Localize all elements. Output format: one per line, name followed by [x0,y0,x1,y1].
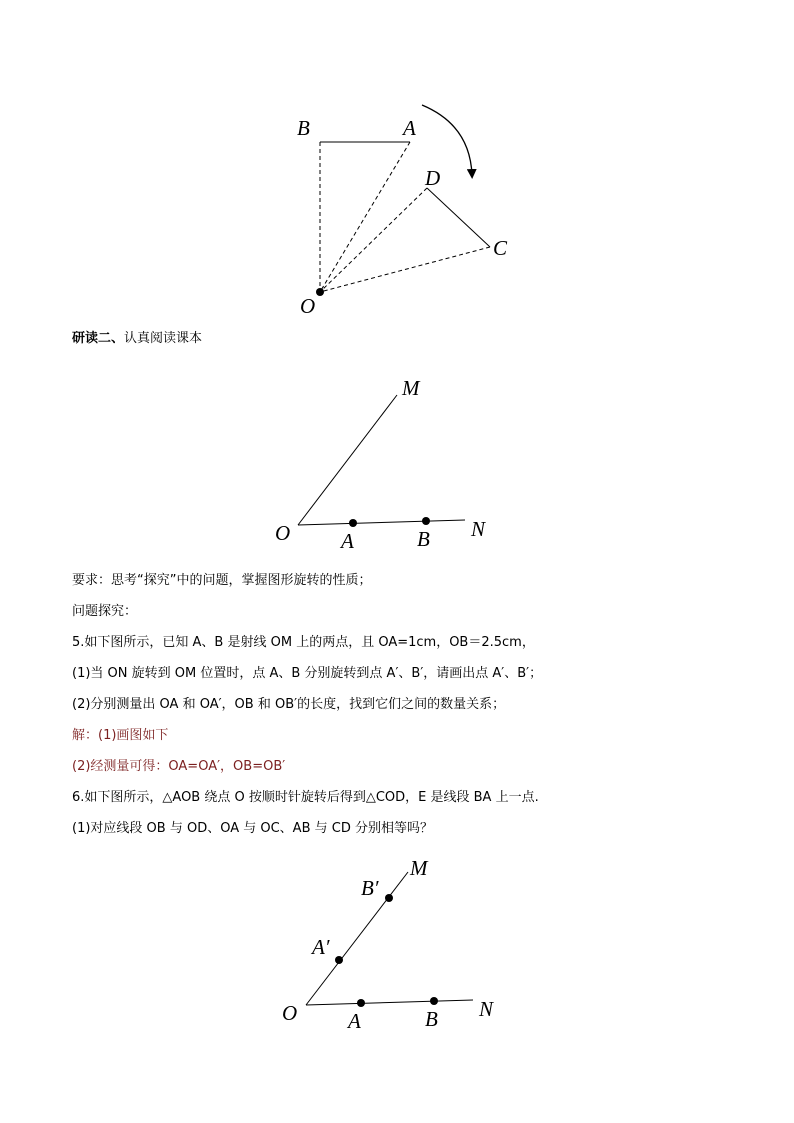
inquiry-label: 问题探究： [72,604,138,619]
point-a-dot [357,999,365,1007]
label-a-prime: A′ [312,935,330,959]
point-b-prime-dot [385,894,393,902]
ray-on [298,520,465,525]
section-heading-rest: 认真阅读课本 [124,331,203,346]
label-a: A [341,529,354,553]
segment-dc [427,188,490,247]
label-o: O [282,1001,298,1025]
section-heading [72,330,202,348]
segment-oc-dashed [320,247,490,292]
question-5: 5.如下图所示，已知 A、B 是射线 OM 上的两点，且 OA=1cm，OB＝2.5cm， [72,635,535,650]
point-b-dot [422,517,430,525]
label-d: D [425,166,441,190]
label-a: A [348,1009,361,1033]
requirement-text: 要求：思考“探究”中的问题，掌握图形旋转的性质； [72,573,372,588]
label-o: O [300,294,316,318]
point-b-dot [430,997,438,1005]
rotation-figure-aob-cod [280,95,540,325]
point-a-prime-dot [335,956,343,964]
angle-mon-figure [265,370,505,555]
label-m: M [402,376,420,400]
label-c: C [493,236,508,260]
question-6: 6.如下图所示，△AOB 绕点 O 按顺时针旋转后得到△COD，E 是线段 BA 上一点. [72,790,539,805]
rotated-points-figure [270,850,510,1035]
rotation-arrow-icon [422,105,472,175]
point-a-dot [349,519,357,527]
section-heading-bold: 研读二、 [72,331,125,346]
label-n: N [471,517,486,541]
label-m: M [410,856,428,880]
label-b-prime: B′ [361,876,379,900]
label-o: O [275,521,291,545]
label-b: B [417,527,430,551]
question-5-part-2: (2)分别测量出 OA 和 OA′，OB 和 OB′的长度，找到它们之间的数量关系； [72,697,506,712]
ray-om [298,395,397,525]
label-b: B [425,1007,438,1031]
question-5-part-1: (1)当 ON 旋转到 OM 位置时，点 A、B 分别旋转到点 A′、B′，请画出点 A′、B′； [72,666,543,681]
label-a: A [403,116,416,140]
answer-line-2: (2)经测量可得：OA=OA′，OB=OB′ [72,759,286,774]
label-b: B [297,116,310,140]
ray-on [306,1000,473,1005]
question-6-part-1: (1)对应线段 OB 与 OD、OA 与 OC、AB 与 CD 分别相等吗？ [72,821,433,836]
answer-line-1: 解：(1)画图如下 [72,728,169,743]
point-o-dot [316,288,324,296]
label-n: N [479,997,494,1021]
